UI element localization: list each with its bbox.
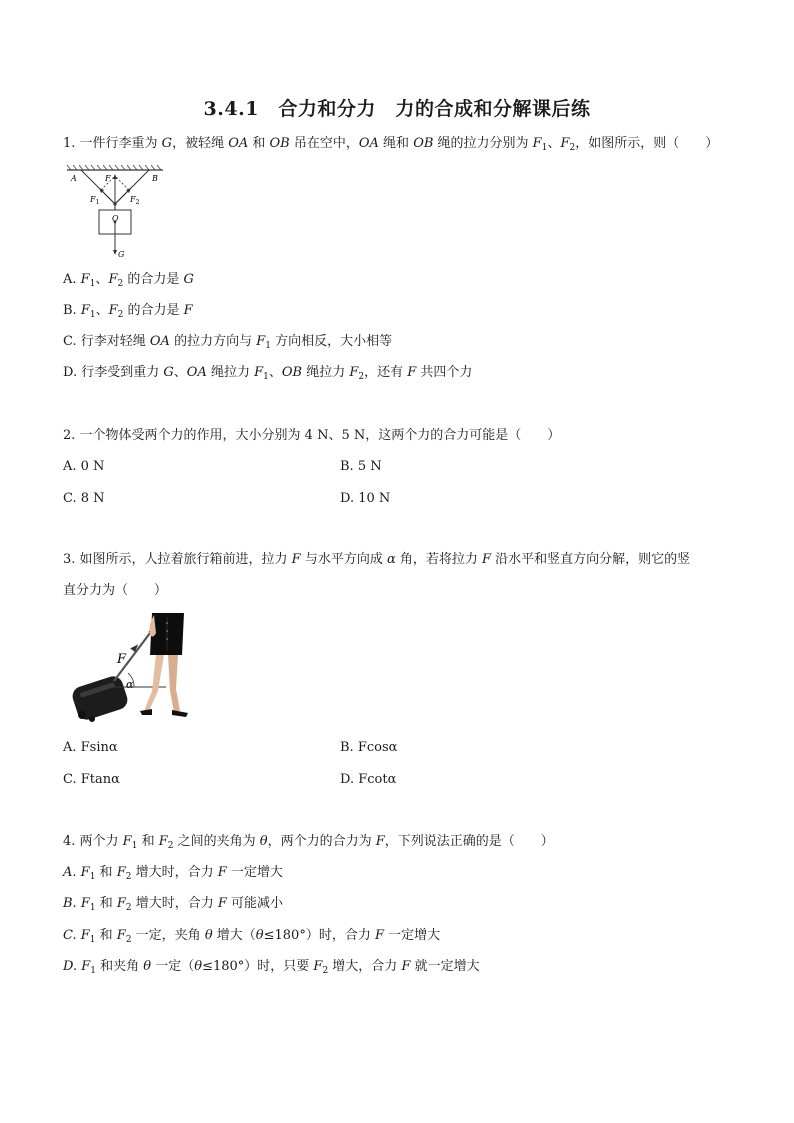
q4-stem: 4. 两个力 $F_1$ 和 $F_2$ 之间的夹角为 θ，两个力的合力为 F，下列说法正确的是（ ）: [63, 834, 554, 851]
diagram-label-g: G: [118, 250, 125, 259]
q2-option-d[interactable]: D. 10 N: [340, 491, 391, 506]
q1-rope-diagram: [63, 164, 173, 262]
q1-stem: 1. 一件行李重为 G，被轻绳 OA 和 OB 吊在空中，OA 绳和 OB 绳的拉力分别为 $F_1$、$F_2$，如图所示，则（ ）: [63, 136, 719, 153]
diagram-label-a: A: [71, 174, 77, 183]
q3-option-c[interactable]: C. Ftanα: [63, 772, 120, 787]
diagram-label-f: F: [105, 174, 111, 183]
q3-option-a[interactable]: A. Fsinα: [63, 740, 118, 755]
q1-option-d[interactable]: D. 行李受到重力 G、OA 绳拉力 $F_1$、OB 绳拉力 $F_2$，还有 F 共四个力: [63, 365, 473, 382]
q1-option-b[interactable]: B. $F_1$、$F_2$ 的合力是 F: [63, 303, 193, 320]
q3-stem-line2: 直分力为（ ）: [63, 583, 168, 598]
diagram-label-b: B: [152, 174, 158, 183]
q4-option-b[interactable]: B. $F_1$ 和 $F_2$ 增大时，合力 F 可能减小: [63, 896, 284, 913]
q3-suitcase-illustration: [68, 611, 198, 726]
q1-option-c[interactable]: C. 行李对轻绳 OA 的拉力方向与 $F_1$ 方向相反，大小相等: [63, 334, 393, 351]
q3-option-b[interactable]: B. Fcosα: [340, 740, 398, 755]
q2-option-a[interactable]: A. 0 N: [63, 459, 105, 474]
q1-option-a[interactable]: A. $F_1$、$F_2$ 的合力是 G: [63, 272, 194, 289]
suitcase-label-f: F: [117, 652, 127, 667]
q3-option-d[interactable]: D. Fcotα: [340, 772, 397, 787]
page-title: 3.4.1 合力和分力 力的合成和分解课后练: [203, 98, 591, 120]
q4-option-d[interactable]: D. $F_1$ 和夹角 θ 一定（θ≤180°）时，只要 $F_2$ 增大，合力 F 就一定增大: [63, 959, 480, 976]
q4-option-a[interactable]: A. $F_1$ 和 $F_2$ 增大时，合力 F 一定增大: [63, 865, 283, 882]
q4-option-c[interactable]: C. $F_1$ 和 $F_2$ 一定，夹角 θ 增大（θ≤180°）时，合力 F 一定增大: [63, 928, 441, 945]
q2-stem: 2. 一个物体受两个力的作用，大小分别为 4 N、5 N，这两个力的合力可能是（ ）: [63, 428, 561, 443]
diagram-label-f2: $F_2$: [130, 195, 140, 206]
diagram-label-f1: $F_1$: [90, 195, 100, 206]
q2-option-c[interactable]: C. 8 N: [63, 491, 105, 506]
q3-stem-line1: 3. 如图所示，人拉着旅行箱前进，拉力 F 与水平方向成 α 角，若将拉力 F 沿水平和竖直方向分解，则它的竖: [63, 552, 691, 567]
diagram-label-o: O: [112, 214, 119, 223]
q2-option-b[interactable]: B. 5 N: [340, 459, 382, 474]
suitcase-label-alpha: α: [126, 678, 134, 691]
